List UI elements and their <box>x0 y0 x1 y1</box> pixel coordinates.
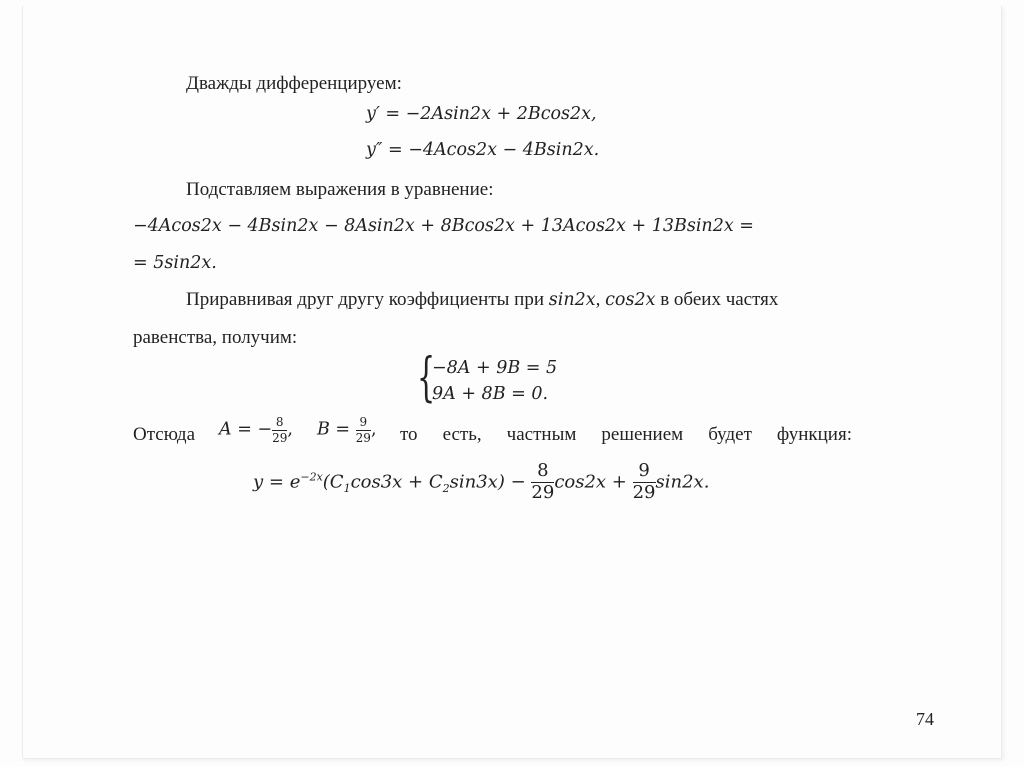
a-denominator: 29 <box>272 430 288 445</box>
final-solution-formula <box>253 462 709 503</box>
equate-text-part-1: Приравнивая друг другу коэффициенты при <box>186 289 545 310</box>
system-equation-1: −8A + 9B = 5 <box>432 358 558 378</box>
final-cos: cos2x + <box>554 471 627 493</box>
hence-label: Отсюда <box>133 424 196 445</box>
b-numerator: 9 <box>359 415 368 429</box>
b-equals: B = <box>317 419 351 440</box>
final-lhs: y = e <box>253 471 301 493</box>
a-numerator: 8 <box>275 415 284 429</box>
substituted-equation-line-1: −4Acos2x − 4Bsin2x − 8Asin2x + 8Bcos2x + 13Acos2x + 13Bsin2x = <box>133 216 754 236</box>
c1-subscript: 1 <box>343 481 351 495</box>
a-fraction <box>272 416 287 444</box>
substituted-equation-line-2: = 5sin2x. <box>133 253 217 273</box>
equate-text-part-2: в обеих частях <box>660 289 779 310</box>
final-paren-open: (C <box>322 471 344 493</box>
final-fraction-2 <box>633 462 656 503</box>
final-sin: sin2x. <box>655 471 710 493</box>
c2-subscript: 2 <box>442 481 450 495</box>
final-paren-close: sin3x) − <box>449 471 526 493</box>
equate-coefficients-line <box>186 290 778 310</box>
equate-comma: , <box>595 289 601 310</box>
system-brace: { <box>417 348 436 408</box>
equality-text: равенства, получим: <box>133 327 298 348</box>
system-equation-2: 9A + 8B = 0. <box>432 384 549 404</box>
substitute-text: Подставляем выражения в уравнение: <box>186 179 494 200</box>
differentiate-text: Дважды дифференцируем: <box>186 73 402 94</box>
b-denominator: 29 <box>355 430 371 445</box>
sin2x-term: sin2x <box>548 290 596 310</box>
particular-solution-text: то есть, частным решением будет функция: <box>400 424 852 445</box>
second-derivative-formula: y″ = −4Acos2x − 4Bsin2x. <box>366 140 600 160</box>
final-fraction-1-denominator: 29 <box>531 481 555 503</box>
first-derivative-formula: y′ = −2Asin2x + 2Bcos2x, <box>366 104 597 124</box>
a-equals: A = − <box>219 419 273 440</box>
cos2x-term: cos2x <box>605 290 656 310</box>
coefficient-b-value: B = $\frac{9}{29}$ , <box>317 415 377 445</box>
final-fraction-2-denominator: 29 <box>632 481 656 503</box>
coefficient-a-value: A = − $\frac{8}{29}$ , <box>219 415 293 445</box>
final-fraction-1 <box>531 462 554 503</box>
final-fraction-1-numerator: 8 <box>537 460 549 481</box>
final-mid: cos3x + C <box>350 471 443 493</box>
final-exponent: −2x <box>300 470 323 484</box>
final-fraction-2-numerator: 9 <box>638 460 650 481</box>
page-number: 74 <box>916 709 934 729</box>
b-fraction <box>356 416 371 444</box>
